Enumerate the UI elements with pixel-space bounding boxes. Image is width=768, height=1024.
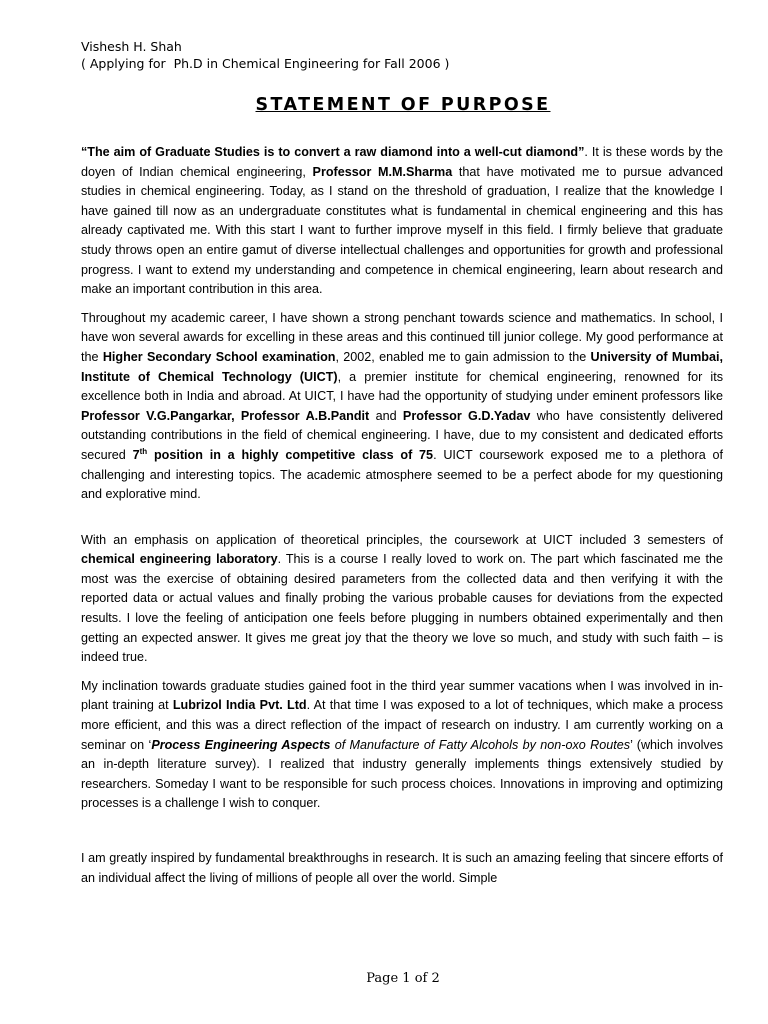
paragraph-1: “The aim of Graduate Studies is to convert a raw diamond into a well-cut diamond”. It is these words by the doyen of Indian chemical engineering, Professor M.M.Sharma that have motivated me to pursue advanced studies in chemical engineering. Today, as I stand on the threshold of graduation, I realize that the knowledge I have gained till now as an undergraduate constitutes what is fundamental in chemical engineering and this has already captivated me. With this start I want to further improve myself in this field. I firmly believe that graduate study throws open an entire gamut of diverse intellectual challenges and opportunities for growth and professional progress. I want to extend my understanding and competence in chemical engineering, learn about research and make an important contribution in this area.	[81, 145, 723, 297]
page-number: Page 1 of 2	[366, 971, 440, 986]
paragraph-5: I am greatly inspired by fundamental breakthroughs in research. It is such an amazing feeling that sincere efforts of an individual affect the living of millions of people all over the world. Simple	[81, 851, 723, 885]
document-body	[81, 143, 723, 897]
paragraph-3: With an emphasis on application of theoretical principles, the coursework at UICT included 3 semesters of chemical engineering laboratory. This is a course I really loved to work on. The part which fascinated me the most was the exercise of obtaining desired parameters from the collected data and then verifying it with the reported data or actual values and finally probing the various probable causes for deviations from the expected results. I love the feeling of anticipation one feels before plugging in numbers obtained experimentally and then getting an expected answer. It gives me great joy that the theory we love so much, and study with such faith – is indeed true.	[81, 532, 723, 665]
paragraph-4: My inclination towards graduate studies gained foot in the third year summer vacations when I was involved in in-plant training at Lubrizol India Pvt. Ltd. At that time I was exposed to a lot of techniques, which make a process more efficient, and this was a direct reflection of the impact of research on industry. I am currently working on a seminar on ‘Process Engineering Aspects of Manufacture of Fatty Alcohols by non-oxo Routes’ (which involves an in-depth literature survey). I realized that industry generally implements things extensively studied by researchers. Someday I want to be responsible for such process choices. Innovations in improving and optimizing processes is a challenge I wish to conquer.	[81, 678, 723, 811]
applicant-header	[81, 38, 449, 72]
applicant-name: Vishesh H. Shah	[81, 39, 182, 54]
opening-quote: “The aim of Graduate Studies is to convert a raw diamond into a well-cut diamond”	[81, 145, 585, 159]
document-title: STATEMENT OF PURPOSE	[255, 95, 551, 115]
application-line: ( Applying for Ph.D in Chemical Engineering for Fall 2006 )	[81, 56, 450, 71]
paragraph-2: Throughout my academic career, I have shown a strong penchant towards science and mathematics. In school, I have won several awards for excelling in these areas and this continued till junior college. My good performance at the Higher Secondary School examination, 2002, enabled me to gain admission to the University of Mumbai, Institute of Chemical Technology (UICT), a premier institute for chemical engineering, renowned for its excellence both in India and abroad. At UICT, I have had the opportunity of studying under eminent professors like Professor V.G.Pangarkar, Professor A.B.Pandit and Professor G.D.Yadav who have consistently delivered outstanding contributions in the field of chemical engineering. I have, due to my consistent and dedicated efforts secured 7th position in a highly competitive class of 75. UICT coursework exposed me to a plethora of challenging and interesting topics. The academic atmosphere seemed to be a perfect abode for my questioning and explorative mind.	[81, 310, 724, 502]
